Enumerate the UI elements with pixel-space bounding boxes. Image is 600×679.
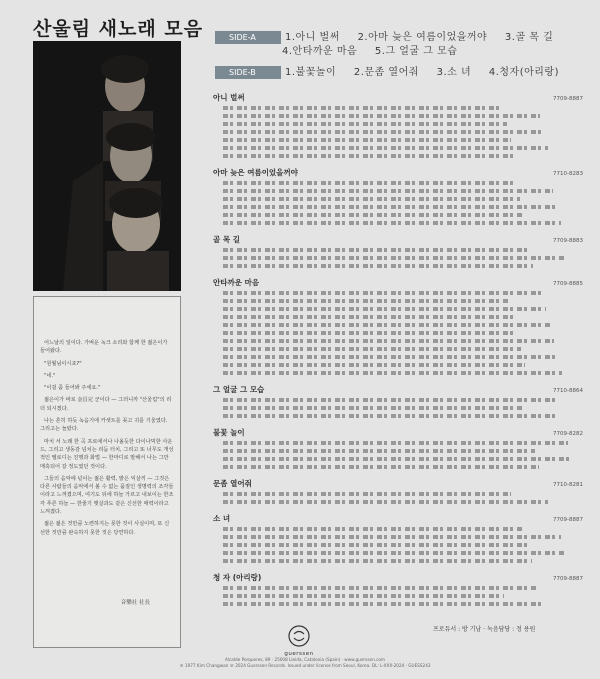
lyric-line — [223, 138, 511, 142]
lyric-header — [213, 234, 583, 244]
lyric-line — [223, 586, 537, 590]
lyric-code: 7709-8885 — [553, 281, 583, 287]
lyric-code: 7709-8282 — [553, 431, 583, 437]
production-credits: 프로듀서 : 방 기남 · 녹음담당 : 정 용원 — [433, 626, 536, 633]
liner-paragraph: "네." — [44, 372, 56, 379]
liner-paragraph: "이걸 좀 들어봐 주세요." — [44, 385, 101, 392]
lyric-title: 그 얼굴 그 모습 — [213, 385, 265, 394]
lyrics-section — [213, 92, 583, 614]
lyric-title: 아마 늦은 여름이었을꺼야 — [213, 168, 298, 177]
side-b-tracklist — [285, 66, 573, 79]
lyric-header — [213, 427, 583, 437]
lyric-code: 7710-8281 — [553, 482, 583, 488]
lyric-code: 7709-8887 — [553, 96, 583, 102]
side-a-tracklist-row1 — [285, 31, 567, 44]
lyric-line — [223, 559, 532, 563]
lyric-code: 7710-8283 — [553, 171, 583, 177]
lyric-line — [223, 414, 559, 418]
lyric-line — [223, 339, 554, 343]
liner-paragraph: 어느날의 일이다. 가벼운 녹크 소리와 함께 한 젊은이가 들어왔다. — [40, 340, 168, 355]
lyric-line — [223, 213, 524, 217]
band-photo-image — [33, 41, 181, 291]
lyric-code: 7709-8887 — [553, 576, 583, 582]
lyric-title: 골 목 길 — [213, 235, 240, 244]
liner-signature: 音樂社 社長 — [120, 599, 150, 606]
lyric-line — [223, 331, 517, 335]
liner-paragraph: 나는 흔히 하듯 녹음기에 카셋트를 꽂고 귀를 기울였다. 그리고는 놀랐다. — [40, 418, 168, 433]
footer-copyright: ℗ 1977 Kim Changwan ℗ 2024 Guerssen Records. Issued under license from Seoul, Korea. DL: L-XXX-2024 · GUESS243 — [179, 663, 431, 668]
lyric-line — [223, 398, 555, 402]
lyric-line — [223, 602, 541, 606]
lyric-line — [223, 527, 524, 531]
lyric-line — [223, 347, 521, 351]
liner-paragraph: 그들의 음악에 넋이는 젊은 활력, 밝은 익살끼 — 그것은 다른 사람들의 음악에서 볼 수 없는 품질인 생명력의 조각들이라고 느껴졌으며, 여기도 뒤에 하늘 가르고 내보이는 한조각 푸른 하늘 — 한줄기 햇살과도 같은 신선한 매력이라고 느껴졌다. — [40, 475, 174, 516]
lyric-block — [213, 277, 583, 375]
liner-paragraph: 젊은이가 바로 金昌完 군이다 — 그러니까 "산울림"의 리더 되시겠다. — [40, 397, 172, 412]
lyric-line — [223, 221, 561, 225]
lyric-title: 불꽃 놀이 — [213, 428, 245, 437]
lyric-line — [223, 114, 540, 118]
lyric-line — [223, 355, 558, 359]
track-item: 4.청자(아리랑) — [488, 67, 559, 78]
lyric-header — [213, 513, 583, 523]
band-photo — [33, 41, 181, 291]
track-item: 4.안타까운 마음 — [282, 46, 358, 57]
lyric-line — [223, 264, 533, 268]
lyric-line — [223, 197, 520, 201]
lyric-line — [223, 535, 561, 539]
lyric-block — [213, 167, 583, 225]
lyric-code: 7709-8883 — [553, 238, 583, 244]
lyric-code: 7710-8864 — [553, 388, 583, 394]
lyric-line — [223, 130, 544, 134]
lyric-line — [223, 146, 548, 150]
lyric-header — [213, 572, 583, 582]
lyric-block — [213, 234, 583, 268]
lyric-line — [223, 256, 566, 260]
lyric-title: 청 자 (아리랑) — [213, 573, 262, 582]
lyric-line — [223, 307, 546, 311]
track-item: 3.골 목 길 — [504, 32, 554, 43]
lyric-line — [223, 449, 535, 453]
lyric-line — [223, 371, 562, 375]
guerssen-logo-icon — [288, 625, 310, 647]
lyric-header — [213, 92, 583, 102]
label-logo — [279, 625, 319, 657]
lyric-line — [223, 122, 507, 126]
lyric-line — [223, 363, 525, 367]
lyric-header — [213, 167, 583, 177]
liner-paragraph: 마치 서 노래 한 곡 프로에서나 나올듯한 다이나믹한 사운드, 그리고 생동감 넘치는 리듬 터치, 그리고 또 너무도 개성적인 멜로디는 진행과 화법 — 한마디로 말해서 나는 그만 매혹되어 갈 정도였던 것이다. — [40, 438, 174, 470]
lyric-code: 7709-8887 — [553, 517, 583, 523]
lyric-line — [223, 457, 572, 461]
lyric-block — [213, 478, 583, 504]
track-item: 5.그 얼굴 그 모습 — [374, 46, 458, 57]
lyric-block — [213, 513, 583, 563]
lyric-line — [223, 500, 548, 504]
track-item: 2.아마 늦은 여름이었을꺼야 — [357, 32, 488, 43]
lyric-block — [213, 427, 583, 469]
lyric-title: 아니 벌써 — [213, 93, 245, 102]
lyric-line — [223, 594, 504, 598]
label-name: guerssen — [284, 651, 314, 657]
lyric-line — [223, 551, 565, 555]
lyric-header — [213, 277, 583, 287]
lyric-line — [223, 189, 553, 193]
track-item: 3.소 녀 — [436, 67, 472, 78]
lyric-line — [223, 465, 539, 469]
lyric-block — [213, 384, 583, 418]
lyric-line — [223, 291, 542, 295]
side-b-label: SIDE-B — [215, 66, 281, 79]
lyric-line — [223, 543, 528, 547]
lyric-line — [223, 323, 550, 327]
liner-paragraph: 젊은 젊은 것만큼 노련하지는 못한 것이 사실이며, 또 신선한 것만큼 완숙하지 못한 것은 당연하다. — [40, 521, 170, 536]
lyric-line — [223, 315, 513, 319]
lyric-line — [223, 205, 557, 209]
liner-paragraph: "원월님이시죠?" — [44, 360, 82, 367]
lyric-title: 소 녀 — [213, 514, 231, 523]
lyric-line — [223, 406, 522, 410]
lyric-line — [223, 106, 503, 110]
lyric-title: 안타까운 마음 — [213, 278, 260, 287]
side-a-label: SIDE-A — [215, 31, 281, 44]
lyric-block — [213, 92, 583, 158]
track-item: 1.불꽃놀이 — [285, 67, 337, 78]
lyric-title: 문좀 열어줘 — [213, 479, 252, 488]
side-a-tracklist-row2 — [282, 45, 471, 58]
album-title: 산울림 새노래 모음 — [33, 18, 204, 40]
lyric-line — [223, 181, 516, 185]
lyric-line — [223, 441, 568, 445]
lyric-line — [223, 492, 511, 496]
footer-address: Alcalde Porqueres, 89 · 25008 Lleida, Catalonia (Spain) · www.guerssen.com — [224, 657, 386, 662]
liner-notes — [33, 296, 181, 648]
lyric-line — [223, 248, 529, 252]
lyric-header — [213, 384, 583, 394]
lyric-header — [213, 478, 583, 488]
track-item: 1.아니 벌써 — [285, 32, 340, 43]
lyric-block — [213, 572, 583, 606]
track-item: 2.문좀 열어줘 — [353, 67, 419, 78]
lyric-line — [223, 299, 509, 303]
lyric-line — [223, 154, 515, 158]
